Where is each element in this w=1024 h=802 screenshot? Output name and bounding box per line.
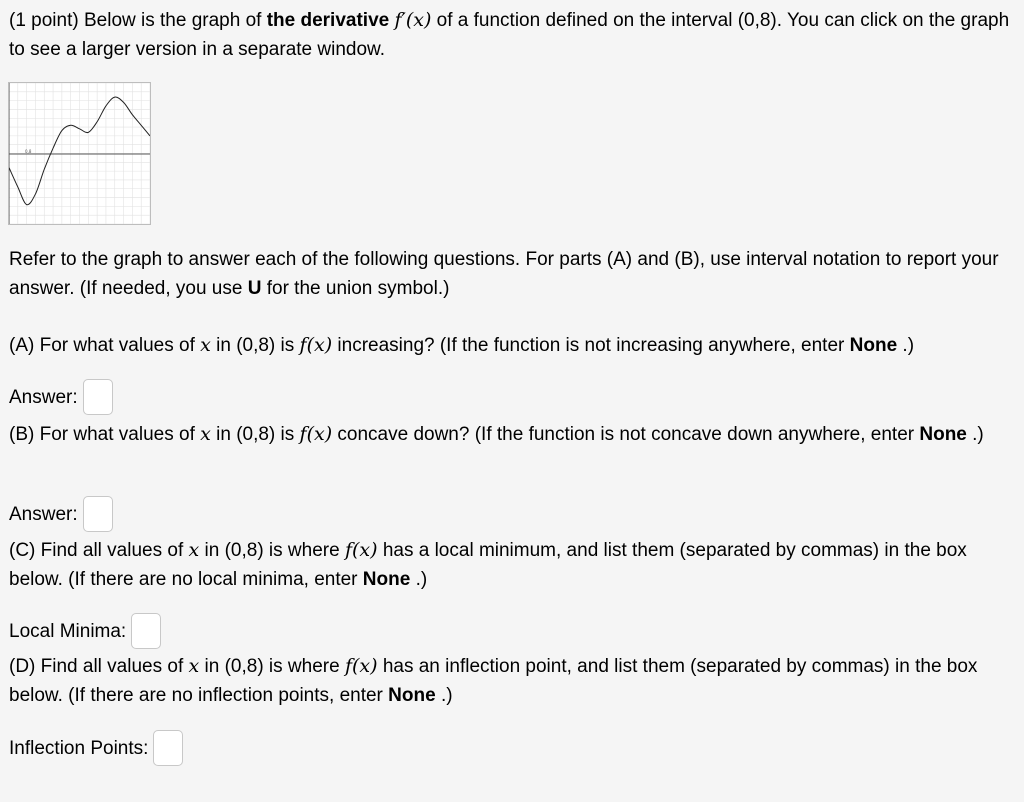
none-keyword: None (388, 685, 436, 706)
inflection-label: Inflection Points: (9, 737, 149, 759)
question-b (9, 420, 1014, 449)
question-c (9, 536, 1014, 594)
union-symbol: U (247, 278, 262, 299)
none-keyword: None (849, 335, 898, 356)
question-d (9, 652, 1014, 710)
question-a-prefix: (A) For what values of (9, 335, 195, 356)
intro-rest: of a function defined on the interval (0,8). You can click on the graph to see a larger version in a separate window. (9, 10, 1010, 60)
question-b-mid: in (0,8) is (216, 424, 295, 445)
question-b-end: .) (972, 424, 984, 445)
math-x: x (188, 539, 200, 561)
question-c-suffix: has a local minimum, and list them (separated by commas) in the box below. (If there are no local minima, enter (9, 540, 967, 590)
answer-a-row (9, 379, 113, 415)
inflection-row (9, 730, 183, 766)
question-d-mid: in (0,8) is where (204, 656, 340, 677)
refer-main-text: Refer to the graph to answer each of the following questions. For parts (A) and (B), use interval notation to report your answer. (If needed, you use (9, 249, 999, 299)
question-a-mid: in (0,8) is (216, 335, 295, 356)
local-minima-row (9, 613, 161, 649)
intro-bold-phrase: the derivative (266, 10, 390, 31)
answer-a-input[interactable] (83, 379, 113, 415)
answer-b-row (9, 496, 113, 532)
local-minima-input[interactable] (131, 613, 161, 649)
math-x: x (200, 334, 211, 356)
question-a (9, 331, 1014, 360)
math-fx: f(x) (299, 423, 333, 445)
derivative-graph-thumbnail[interactable] (8, 82, 151, 225)
fprime-expression: f′(x) (394, 9, 432, 31)
local-minima-label: Local Minima: (9, 620, 127, 642)
answer-a-label: Answer: (9, 386, 78, 408)
none-keyword: None (919, 424, 967, 445)
axis-tick-label: 0,8 (25, 149, 32, 154)
question-c-mid: in (0,8) is where (204, 540, 340, 561)
intro-paragraph (9, 6, 1014, 64)
math-x: x (188, 655, 200, 677)
intro-points: (1 point) Below is the graph of (9, 10, 262, 31)
math-fx: f(x) (344, 539, 378, 561)
question-c-prefix: (C) Find all values of (9, 540, 184, 561)
question-d-suffix: has an inflection point, and list them (separated by commas) in the box below. (If there are no inflection points, enter (9, 656, 978, 706)
none-keyword: None (362, 569, 411, 590)
answer-b-input[interactable] (83, 496, 113, 532)
math-x: x (200, 423, 211, 445)
refer-end-text: for the union symbol.) (266, 278, 450, 299)
question-a-end: .) (902, 335, 915, 356)
answer-b-label: Answer: (9, 503, 78, 525)
inflection-input[interactable] (153, 730, 183, 766)
refer-paragraph (9, 245, 1014, 303)
question-d-end: .) (440, 685, 453, 706)
question-a-suffix: increasing? (If the function is not increasing anywhere, enter (337, 335, 845, 356)
math-fx: f(x) (299, 334, 333, 356)
question-b-suffix: concave down? (If the function is not concave down anywhere, enter (337, 424, 915, 445)
math-fx: f(x) (344, 655, 378, 677)
derivative-graph-svg (9, 83, 150, 224)
question-d-prefix: (D) Find all values of (9, 656, 184, 677)
question-c-end: .) (415, 569, 428, 590)
question-b-prefix: (B) For what values of (9, 424, 195, 445)
